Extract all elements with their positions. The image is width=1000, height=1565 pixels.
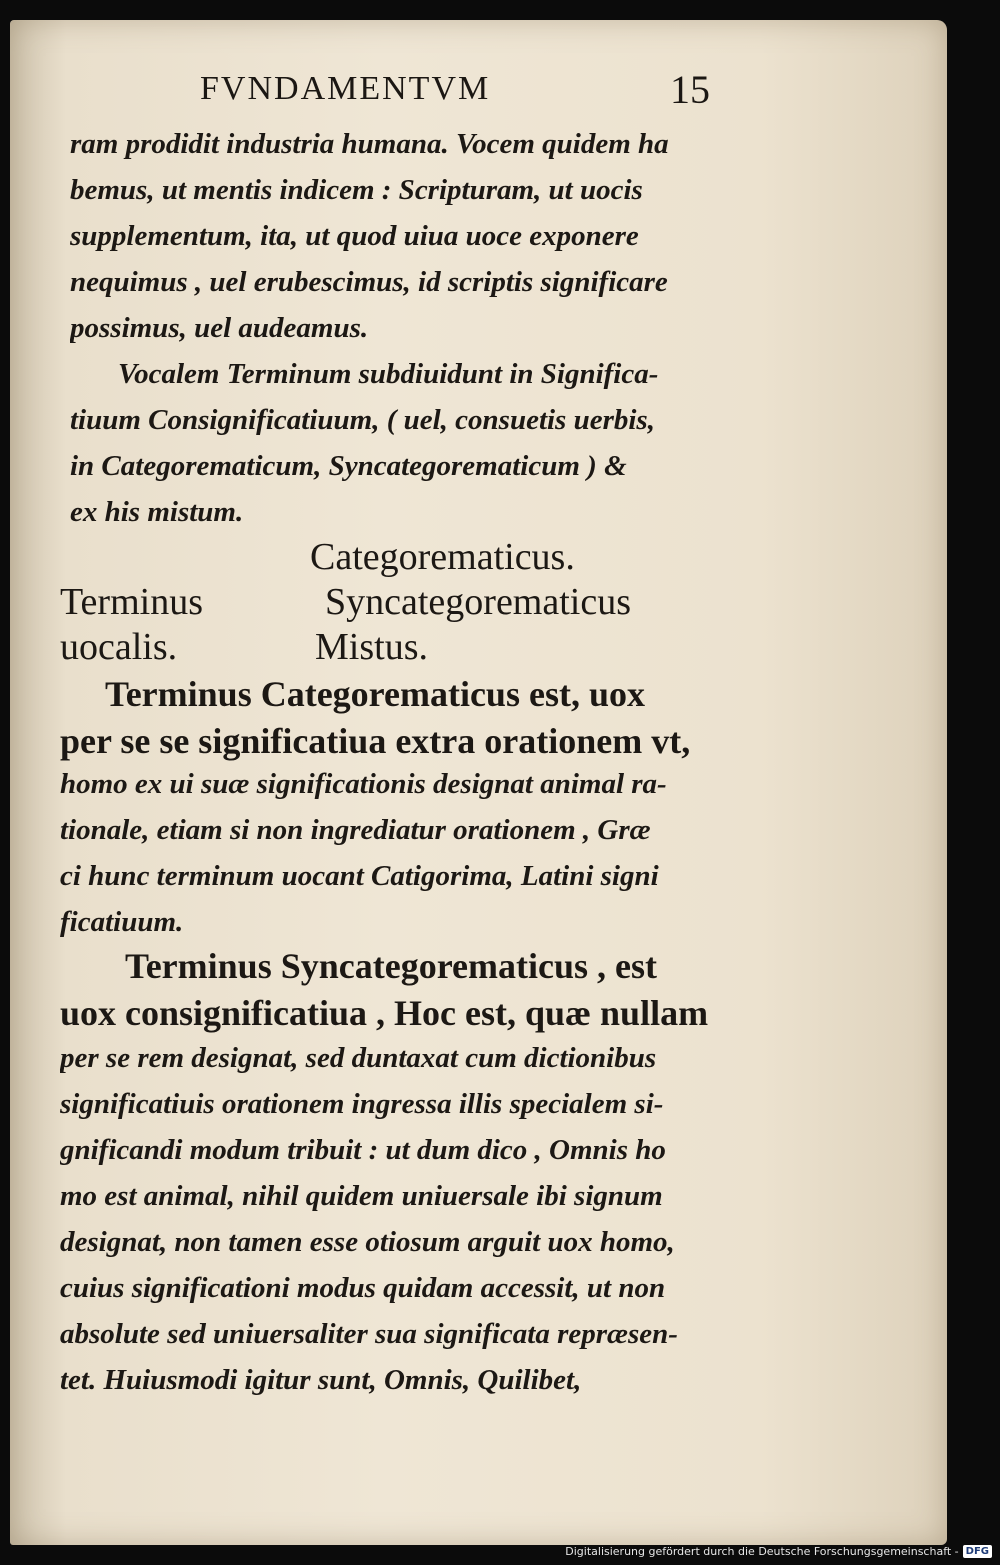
text-line: tiuum Consignificatiuum, ( uel, consuetis uerbis, [70, 404, 655, 436]
page-header [170, 67, 710, 118]
text-line: cuius significationi modus quidam accessit, ut non [60, 1272, 666, 1304]
digitization-credit [565, 1543, 992, 1559]
text-line: tet. Huiusmodi igitur sunt, Omnis, Quilibet, [60, 1364, 582, 1396]
text-line: per se se significatiua extra orationem vt, [60, 721, 691, 761]
branch-categorematicus: Categorematicus. [310, 536, 575, 578]
text-line: gnificandi modum tribuit : ut dum dico , Omnis ho [60, 1134, 666, 1166]
text-line: Terminus Categorematicus est, uox [105, 674, 645, 714]
text-line: tionale, etiam si non ingrediatur orationem , Græ [60, 814, 651, 846]
running-title: FVNDAMENTVM [200, 70, 491, 107]
text-line: supplementum, ita, ut quod uiua uoce exponere [70, 220, 639, 252]
text-line: mo est animal, nihil quidem uniuersale ibi signum [60, 1180, 663, 1212]
text-line: nequimus , uel erubescimus, id scriptis significare [70, 266, 668, 298]
page-number: 15 [670, 67, 710, 112]
text-line: Terminus Syncategorematicus , est [125, 946, 657, 986]
text-line: Vocalem Terminum subdiuidunt in Significa- [118, 358, 659, 390]
division-term-qualifier: uocalis. [60, 626, 178, 668]
text-line: possimus, uel audeamus. [70, 312, 369, 344]
division-term: Terminus [60, 581, 203, 623]
dfg-logo-icon: DFG [963, 1545, 992, 1558]
text-line: ci hunc terminum uocant Catigorima, Latini signi [60, 860, 659, 892]
credit-text: Digitalisierung gefördert durch die Deutsche Forschungsgemeinschaft - [565, 1544, 959, 1558]
text-line: significatiuis orationem ingressa illis specialem si- [60, 1088, 664, 1120]
text-line: per se rem designat, sed duntaxat cum dictionibus [60, 1042, 657, 1074]
text-line: ram prodidit industria humana. Vocem quidem ha [70, 128, 669, 160]
text-line: absolute sed uniuersaliter sua significata repræsen- [60, 1318, 678, 1350]
text-line: uox consignificatiua , Hoc est, quæ nullam [60, 993, 709, 1033]
text-line: bemus, ut mentis indicem : Scripturam, ut uocis [70, 174, 643, 206]
text-line: in Categorematicum, Syncategorematicum ) & [70, 450, 627, 482]
branch-mistus: Mistus. [315, 626, 428, 668]
text-line: homo ex ui suæ significationis designat animal ra- [60, 768, 667, 800]
text-line: designat, non tamen esse otiosum arguit uox homo, [60, 1226, 675, 1258]
book-page [10, 20, 947, 1545]
branch-syncategorematicus: Syncategorematicus [325, 581, 632, 623]
text-line: ex his mistum. [70, 496, 244, 528]
text-line: ficatiuum. [60, 906, 184, 938]
